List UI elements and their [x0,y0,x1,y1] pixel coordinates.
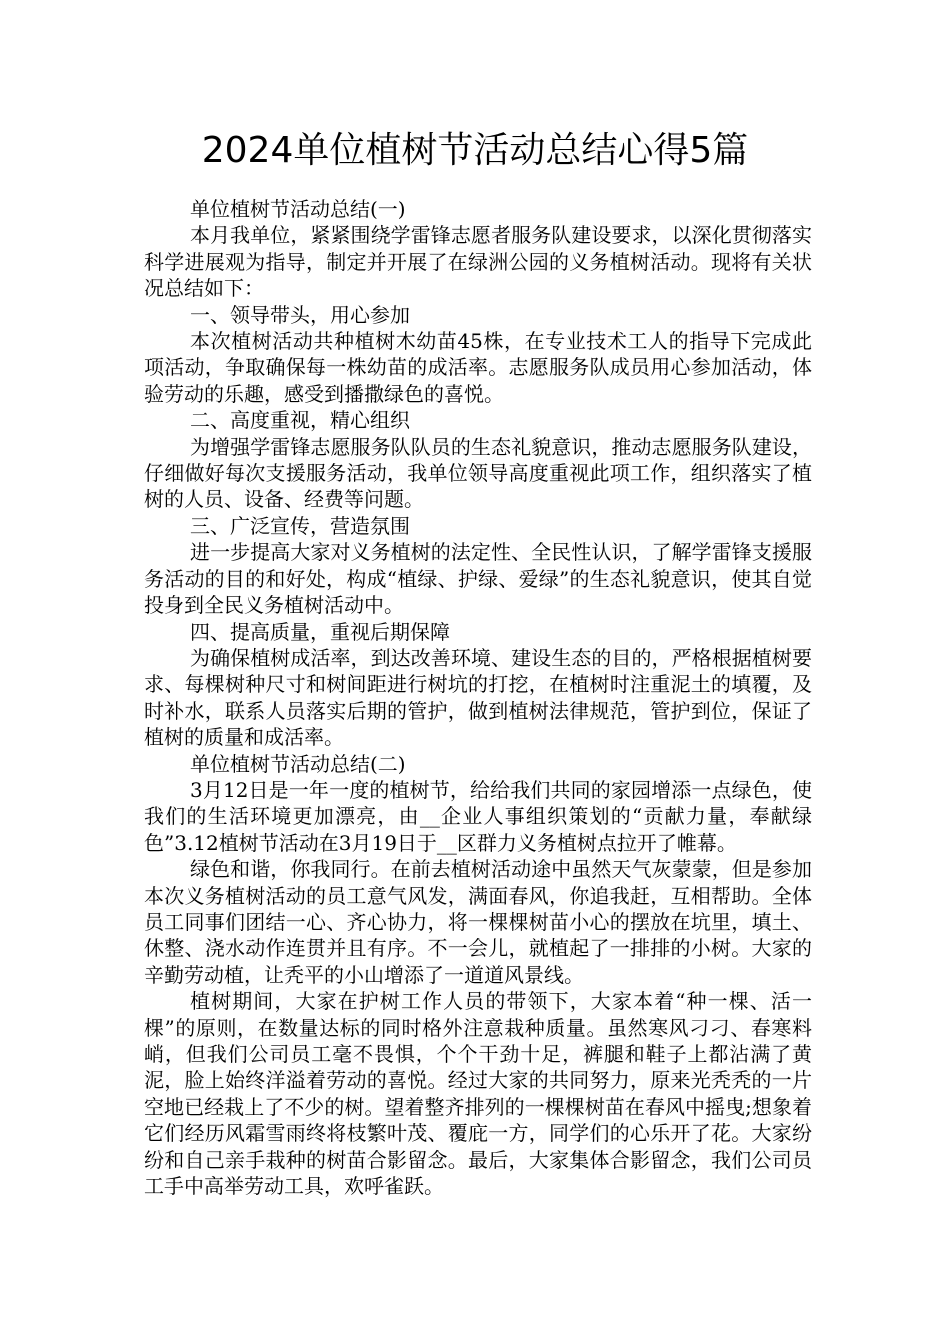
paragraph-planting-count: 本次植树活动共种植树木幼苗45株，在专业技术工人的指导下完成此项活动，争取确保每一株幼苗的成活率。志愿服务队成员用心参加活动，体验劳动的乐趣，感受到播撒绿色的喜悦。 [144,329,812,406]
subheading-leadership: 一、领导带头，用心参加 [190,302,410,327]
paragraph-organization: 为增强学雷锋志愿服务队队员的生态礼貌意识，推动志愿服务队建设，仔细做好每次支援服务活动，我单位领导高度重视此项工作，组织落实了植树的人员、设备、经费等问题。 [144,434,812,512]
paragraph-harmony: 绿色和谐，你我同行。在前去植树活动途中虽然天气灰蒙蒙，但是参加本次义务植树活动的员工意气风发，满面春风，你追我赶，互相帮助。全体员工同事们团结一心、齐心协力，将一棵棵树苗小心的摆放在坑里，填土、休整、浇水动作连贯并且有序。不一会儿，就植起了一排排的小树。大家的辛勤劳动植，让秃平的小山增添了一道道风景线。 [144,857,812,987]
section-heading-2: 单位植树节活动总结(二) [190,751,406,776]
paragraph-publicity: 进一步提高大家对义务植树的法定性、全民性认识，了解学雷锋支援服务活动的目的和好处，构成“植绿、护绿、爱绿”的生态礼貌意识，使其自觉投身到全民义务植树活动中。 [144,540,812,618]
document-body [144,196,812,1199]
paragraph-quality: 为确保植树成活率，到达改善环境、建设生态的目的，严格根据植树要求、每棵树种尺寸和树间距进行树坑的打挖，在植树时注重泥土的填覆，及时补水，联系人员落实后期的管护，做到植树法律规范，管护到位，保证了植树的质量和成活率。 [144,645,812,750]
paragraph-intro: 本月我单位，紧紧围绕学雷锋志愿者服务队建设要求，以深化贯彻落实科学进展观为指导，制定并开展了在绿洲公园的义务植树活动。现将有关状况总结如下： [144,223,812,301]
subheading-organization: 二、高度重视，精心组织 [190,408,410,433]
section-heading-1: 单位植树节活动总结(一) [190,197,406,221]
subheading-quality: 四、提高质量，重视后期保障 [190,619,450,644]
paragraph-arbor-day: 3月12日是一年一度的植树节，给给我们共同的家园增添一点绿色，使我们的生活环境更加漂亮，由__企业人事组织策划的“贡献力量，奉献绿色”3.12植树节活动在3月19日于__区群力义务植树点拉开了帷幕。 [144,777,812,855]
subheading-publicity: 三、广泛宣传，营造氛围 [190,513,410,538]
paragraph-planting-period: 植树期间，大家在护树工作人员的带领下，大家本着“种一棵、活一棵”的原则，在数量达标的同时格外注意栽种质量。虽然寒风刁刁、春寒料峭，但我们公司员工毫不畏惧，个个干劲十足，裤腿和鞋子上都沾满了黄泥，脸上始终洋溢着劳动的喜悦。经过大家的共同努力，原来光秃秃的一片空地已经栽上了不少的树。望着整齐排列的一棵棵树苗在春风中摇曳;想象着它们经历风霜雪雨终将枝繁叶茂、覆庇一方，同学们的心乐开了花。大家纷纷和自己亲手栽种的树苗合影留念。最后，大家集体合影留念，我们公司员工手中高举劳动工具，欢呼雀跃。 [144,989,812,1199]
document-title: 2024单位植树节活动总结心得5篇 [201,130,749,171]
